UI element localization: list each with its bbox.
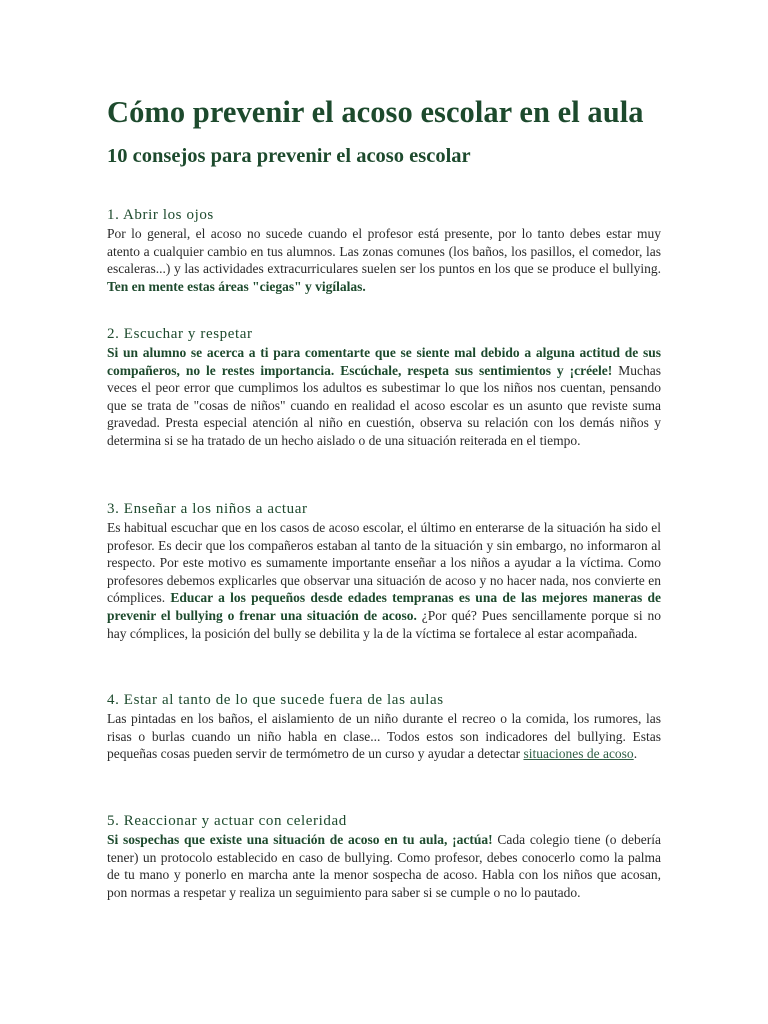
paragraph-text: . — [633, 746, 638, 762]
section-escuchar-y-respetar — [107, 325, 661, 450]
situaciones-de-acoso-link[interactable]: situaciones de acoso — [523, 746, 634, 762]
paragraph-text: Muchas veces el peor error que cumplimos los adultos es subestimar lo que los niños nos cuentan, pensando que se trata de "cosas de niños" cuando en realidad el acoso escolar es un asunto que reviste suma gravedad. Presta especial atención al niño en cuestión, observa su relación con los demás niños y determina si se ha tratado de un hecho aislado o de una situación reiterada en el tiempo. — [107, 362, 661, 448]
page-title: Cómo prevenir el acoso escolar en el aula — [107, 95, 644, 129]
section-fuera-de-las-aulas — [107, 691, 661, 763]
paragraph-text: Las pintadas en los baños, el aislamiento de un niño durante el recreo o la comida, los rumores, las risas o burlas cuando un niño habla en clase... Todos estos son indicadores del bullying. Estas pequeñas cosas pueden servir de termómetro de un curso y ayudar a detectar — [107, 711, 661, 762]
paragraph-emphasis: Si un alumno se acerca a ti para comentarte que se siente mal debido a alguna actitud de sus compañeros, no le restes importancia. Escúchale, respeta sus sentimientos y ¡créele! — [107, 345, 661, 378]
section-paragraph — [107, 519, 661, 642]
section-ensenar-a-actuar — [107, 500, 661, 642]
section-heading: 4. Estar al tanto de lo que sucede fuera de las aulas — [107, 692, 444, 708]
section-paragraph — [107, 344, 661, 450]
paragraph-emphasis: Ten en mente estas áreas "ciegas" y vigílalas. — [107, 278, 366, 294]
paragraph-emphasis: Si sospechas que existe una situación de acoso en tu aula, ¡actúa! — [107, 832, 493, 847]
section-paragraph — [107, 831, 661, 901]
document-page — [107, 92, 661, 170]
section-heading: 3. Enseñar a los niños a actuar — [107, 501, 308, 517]
section-heading: 2. Escuchar y respetar — [107, 326, 253, 342]
paragraph-text: Por lo general, el acoso no sucede cuando el profesor está presente, por lo tanto debes estar muy atento a cualquier cambio en tus alumnos. Las zonas comunes (los baños, los pasillos, el comedor, las escaleras...) y las actividades extracurriculares suelen ser los puntos en los que se produce el bullying. — [107, 226, 661, 277]
section-reaccionar-y-actuar — [107, 812, 661, 901]
section-abrir-los-ojos — [107, 206, 661, 295]
section-paragraph — [107, 225, 661, 295]
section-heading: 1. Abrir los ojos — [107, 207, 214, 223]
section-heading: 5. Reaccionar y actuar con celeridad — [107, 813, 347, 829]
paragraph-text: Cada colegio tiene (o debería tener) un protocolo establecido en caso de bullying. Como profesor, debes conocerlo como la palma de tu mano y ponerlo en marcha ante la menor sospecha de acoso. Habla con los niños que acosan, pon normas a respetar y realiza un seguimiento para saber si se cumple o no lo pautado. — [107, 832, 661, 900]
paragraph-text: Es habitual escuchar que en los casos de acoso escolar, el último en enterarse de la situación ha sido el profesor. Es decir que los compañeros estaban al tanto de la situación y sin embargo, no informaron al respecto. Por este motivo es sumamente importante enseñar a los niños a ayudar a la víctima. Como profesores debemos explicarles que observar una situación de acoso y no hacer nada, nos convierte en cómplices. — [107, 520, 661, 606]
paragraph-text: ¿Por qué? Pues sencillamente porque si no hay cómplices, la posición del bully se debilita y la de la víctima se fortalece al estar acompañada. — [107, 607, 661, 641]
paragraph-emphasis: Educar a los pequeños desde edades tempranas es una de las mejores maneras de prevenir el bullying o frenar una situación de acoso. — [107, 590, 661, 623]
section-paragraph — [107, 710, 661, 763]
page-subtitle: 10 consejos para prevenir el acoso escolar — [107, 145, 471, 167]
